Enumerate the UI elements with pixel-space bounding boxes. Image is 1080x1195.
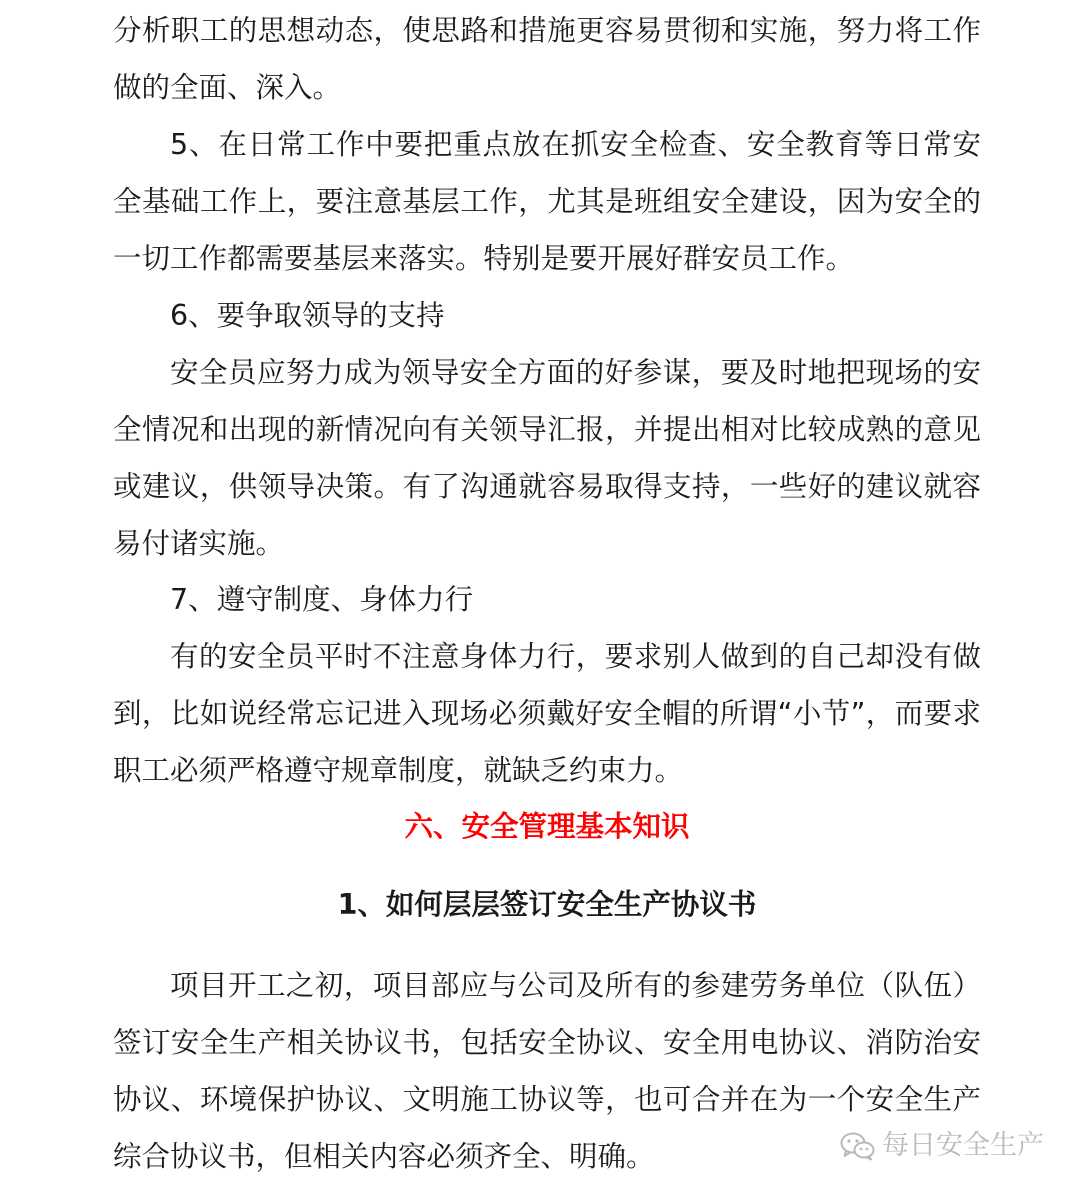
paragraph-analysis-continued: 分析职工的思想动态，使思路和措施更容易贯彻和实施，努力将工作做的全面、深入。: [113, 14, 981, 104]
paragraph-item-5: 5、在日常工作中要把重点放在抓安全检查、安全教育等日常安全基础工作上，要注意基层工作，尤其是班组安全建设，因为安全的一切工作都需要基层来落实。特别是要开展好群安员工作。: [113, 128, 981, 275]
paragraph-item-6-heading: 6、要争取领导的支持: [170, 299, 445, 332]
paragraph-item-6-body: 安全员应努力成为领导安全方面的好参谋，要及时地把现场的安全情况和出现的新情况向有关领导汇报，并提出相对比较成熟的意见或建议，供领导决策。有了沟通就容易取得支持，一些好的建议就容易付诸实施。: [113, 356, 981, 560]
paragraph-item-7-heading: 7、遵守制度、身体力行: [170, 583, 474, 616]
watermark-text: 每日安全生产: [882, 1130, 1044, 1161]
wechat-icon: [840, 1131, 876, 1161]
watermark: [840, 1126, 1044, 1166]
paragraph-agreement-body: 项目开工之初，项目部应与公司及所有的参建劳务单位（队伍）签订安全生产相关协议书，包括安全协议、安全用电协议、消防治安协议、环境保护协议、文明施工协议等，也可合并在为一个安全生产综合协议书，但相关内容必须齐全、明确。: [113, 969, 981, 1173]
section-heading: 六、安全管理基本知识: [404, 810, 690, 843]
subsection-heading: 1、如何层层签订安全生产协议书: [337, 888, 757, 921]
paragraph-item-7-body: 有的安全员平时不注意身体力行，要求别人做到的自己却没有做到，比如说经常忘记进入现场必须戴好安全帽的所谓“小节”，而要求职工必须严格遵守规章制度，就缺乏约束力。: [113, 640, 981, 787]
